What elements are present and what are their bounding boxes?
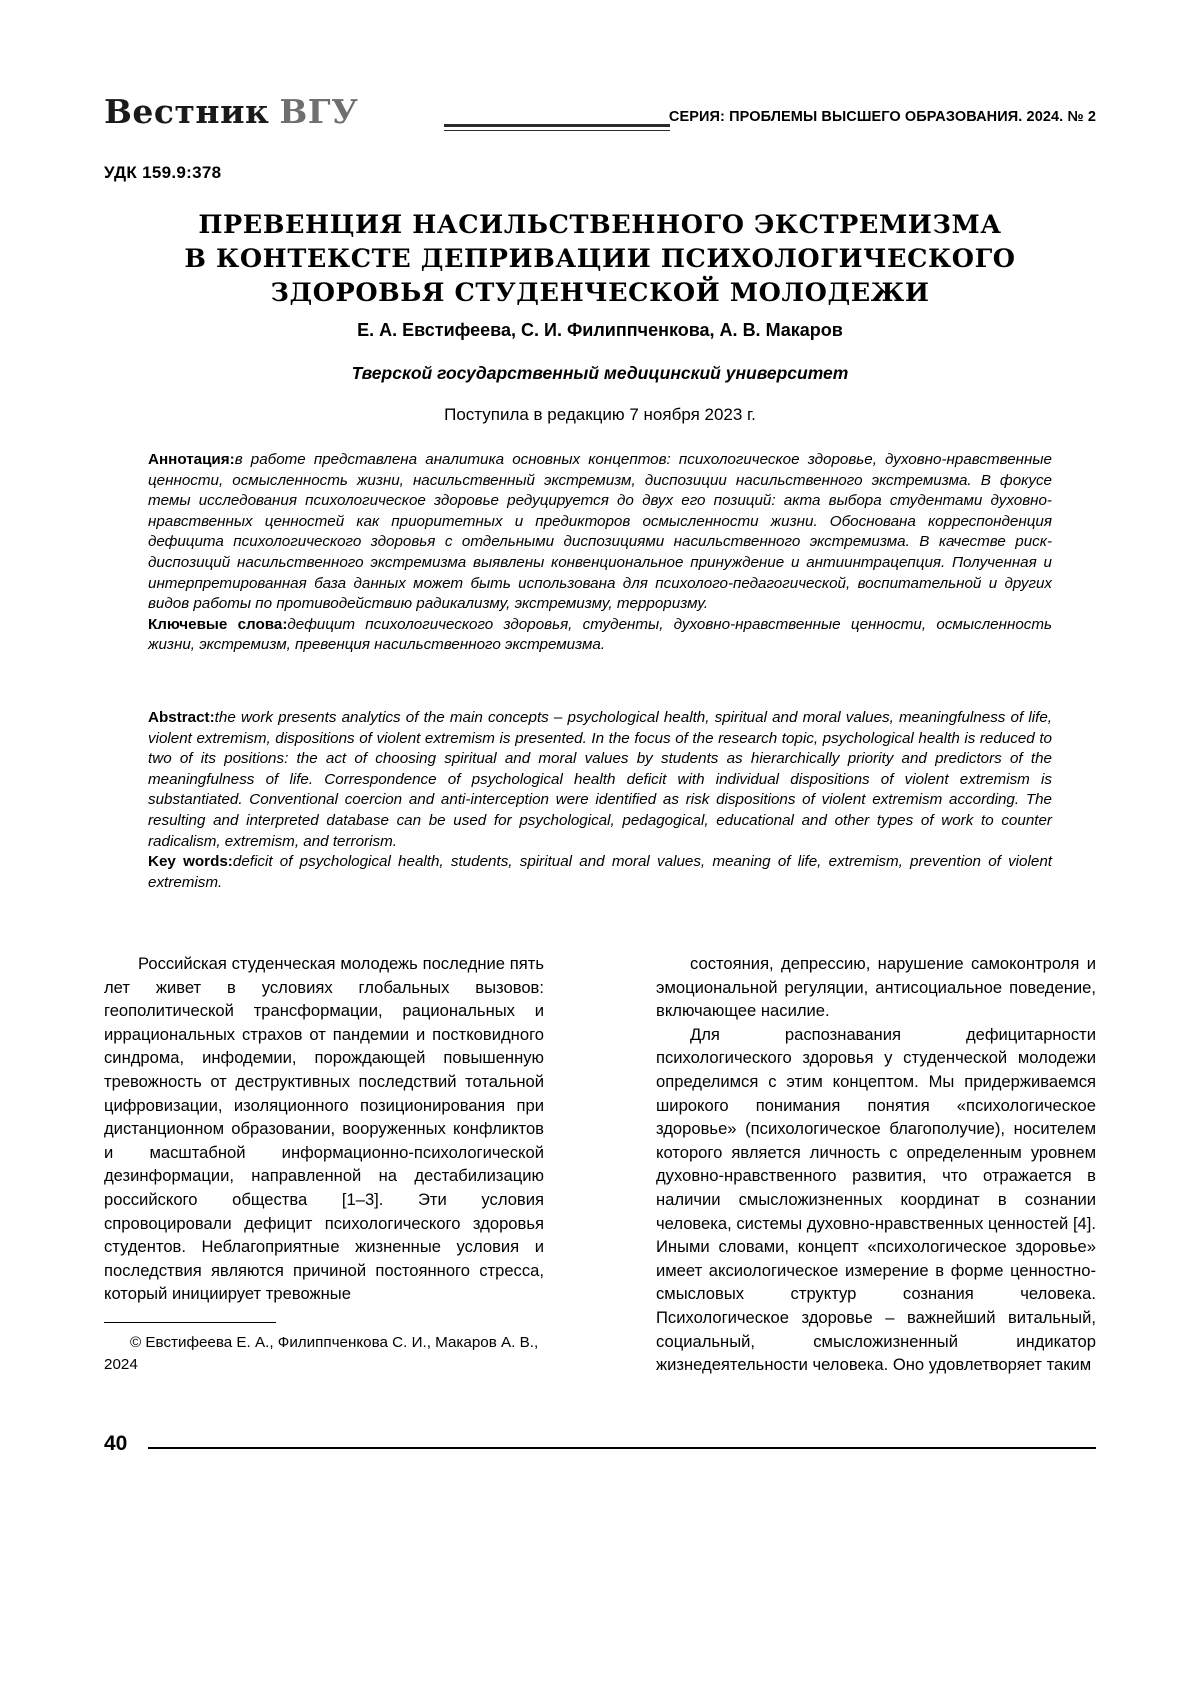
abstract-russian-text: в работе представлена аналитика основных концептов: психологическое здоровье, духовно-нравственные ценности, осмысленность жизни, насильственный экстремизм, диспозиции насильственного экстремизма. В фокусе темы исследования психологическое здоровье редуцируется до двух его позиций: акта выбора студентами духовно-нравственных ценностей как приоритетных и предикторов осмысленности жизни. Обоснована корреспонденция дефицита психологического здоровья с отдельными диспозициями насильственного экстремизма. В качестве риск-диспозиций насильственного экстремизма выявлены конвенциональное принуждение и антиинтрацепция. Полученная и интерпретированная база данных может быть использована для психолого-педагогической, воспитательной и других видов работы по противодействию радикализму, экстремизму, терроризму. bbox=[148, 451, 1052, 613]
udk-code: УДК 159.9:378 bbox=[104, 163, 222, 182]
footnote-text: © Евстифеева Е. А., Филиппченкова С. И., Макаров А. В., 2024 bbox=[104, 1334, 539, 1373]
journal-logo-word2: ВГУ bbox=[279, 92, 359, 131]
body-column-right bbox=[656, 952, 1096, 1377]
abstract-russian-body bbox=[148, 450, 1052, 615]
affiliation: Тверской государственный медицинский университет bbox=[351, 363, 849, 383]
footer-rule bbox=[148, 1447, 1096, 1449]
keywords-russian-label: Ключевые слова: bbox=[148, 615, 288, 633]
abstract-english bbox=[148, 708, 1052, 893]
title-line-2: В КОНТЕКСТЕ ДЕПРИВАЦИИ ПСИХОЛОГИЧЕСКОГО bbox=[184, 244, 1016, 274]
header-divider-rule bbox=[444, 124, 670, 131]
abstract-russian-label: Аннотация: bbox=[148, 451, 235, 468]
keywords-russian bbox=[148, 615, 1052, 656]
abstract-english-text: the work presents analytics of the main concepts – psychological health, spiritual and moral values, meaningfulness of life, violent extremism, dispositions of violent extremism is presented. In the focus of the research topic, psychological health is reduced to two of its positions: the act of choosing spiritual and moral values by students as hierarchically priority and predictors of the meaningfulness of life. Correspondence of psychological health deficit with individual dispositions of violent extremism is substantiated. Conventional coercion and anti-interception were identified as risk dispositions of violent extremism according. The resulting and interpreted database can be used for psychological, pedagogical, educational and other types of work to counter radicalism, extremism, and terrorism. bbox=[148, 709, 1052, 850]
keywords-russian-text: дефицит психологического здоровья, студенты, духовно-нравственные ценности, осмысленность жизни, экстремизм, превенция насильственного экстремизма. bbox=[148, 615, 1052, 654]
page-title bbox=[104, 208, 1096, 310]
keywords-english-label: Key words: bbox=[148, 853, 233, 871]
page-footer bbox=[104, 1432, 1096, 1462]
body-paragraph: Для распознавания дефицитарности психологического здоровья у студенческой молодежи определимся с этим концептом. Мы придерживаемся широкого понимания понятия «психологическое здоровье» (психологическое благополучие), носителем которого является личность с определенным уровнем духовно-нравственного развития, что отражается в наличии смысложизненных координат в сознании человека, системы духовно-нравственных ценностей [4]. Иными словами, концепт «психологическое здоровье» имеет аксиологическое измерение в форме ценностно-смысловых структур сознания человека. Психологическое здоровье – важнейший витальный, социальный, смысложизненный индикатор жизнедеятельности человека. Оно удовлетворяет таким bbox=[656, 1024, 1097, 1375]
author-list: Е. А. Евстифеева, С. И. Филиппченкова, А. В. Макаров bbox=[357, 320, 843, 340]
title-line-1: ПРЕВЕНЦИЯ НАСИЛЬСТВЕННОГО ЭКСТРЕМИЗМА bbox=[198, 210, 1002, 240]
footnote-rule bbox=[104, 1322, 276, 1323]
body-column-left bbox=[104, 952, 544, 1306]
journal-logo bbox=[104, 92, 358, 131]
abstract-russian bbox=[148, 450, 1052, 656]
body-paragraph: Российская студенческая молодежь последние пять лет живет в условиях глобальных вызовов: геополитической трансформации, рациональных и иррациональных страхов от пандемии и постковидного синдрома, инфодемии, порождающей повышенную тревожность от деструктивных последствий тотальной цифровизации, изоляционного позиционирования при дистанционном образовании, вооруженных конфликтов и масштабной информационно-психологической дезинформации, направленной на дестабилизацию российского общества [1–3]. Эти условия спровоцировали дефицит психологического здоровья студентов. Неблагоприятные жизненные условия и последствия являются причиной постоянного стресса, который инициирует тревожные bbox=[104, 954, 544, 1304]
title-line-3: ЗДОРОВЬЯ СТУДЕНЧЕСКОЙ МОЛОДЕЖИ bbox=[270, 278, 930, 308]
received-date: Поступила в редакцию 7 ноября 2023 г. bbox=[444, 405, 756, 424]
journal-series-line: СЕРИЯ: ПРОБЛЕМЫ ВЫСШЕГО ОБРАЗОВАНИЯ. 2024. № 2 bbox=[668, 109, 1096, 125]
body-paragraph: состояния, депрессию, нарушение самоконтроля и эмоциональной регуляции, антисоциальное поведение, включающее насилие. bbox=[656, 954, 1096, 1021]
journal-logo-word1: Вестник bbox=[104, 92, 270, 131]
page-number: 40 bbox=[104, 1432, 128, 1455]
abstract-english-body bbox=[148, 708, 1052, 852]
copyright-footnote bbox=[104, 1322, 544, 1375]
keywords-english-text: deficit of psychological health, students, spiritual and moral values, meaning of life, extremism, prevention of violent extremism. bbox=[148, 853, 1052, 891]
abstract-english-label: Abstract: bbox=[148, 709, 215, 726]
keywords-english bbox=[148, 852, 1052, 893]
running-head bbox=[104, 92, 1096, 140]
